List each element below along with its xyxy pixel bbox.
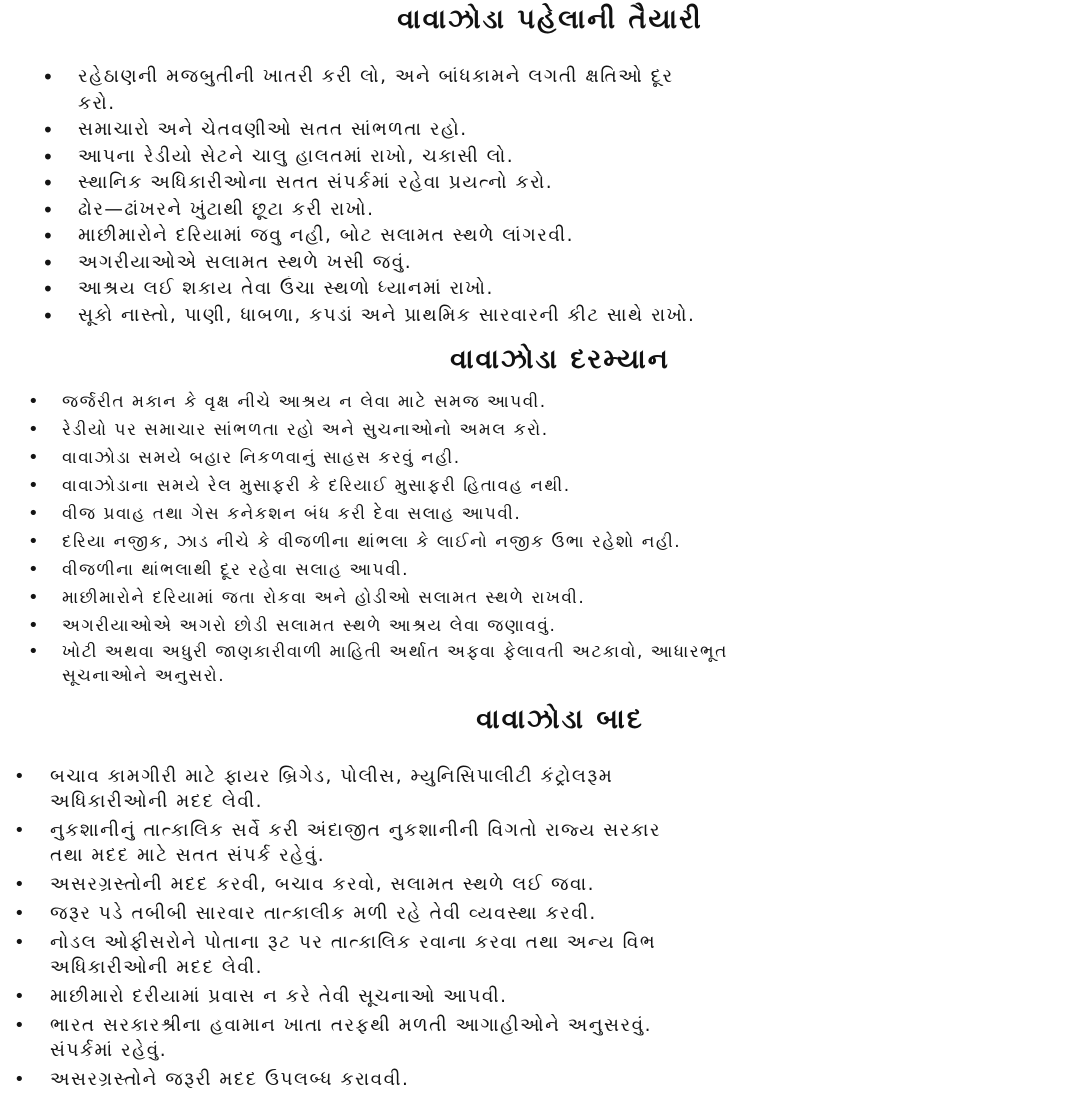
bullet-icon: • <box>28 419 41 440</box>
bullet-icon: • <box>28 447 41 468</box>
after-item-text: માછીમારો દરીયામાં પ્રવાસ ન કરે તેવી સૂચનાઓ આપવી. <box>50 986 508 1007</box>
bullet-icon: • <box>28 641 41 662</box>
after-item-text: અસરગ્રસ્તોને જરૂરી મદદ ઉપલબ્ધ કરાવવી. <box>50 1069 410 1090</box>
before-list-item <box>0 117 1080 144</box>
bullet-icon: • <box>14 986 27 1007</box>
during-list <box>0 388 1080 688</box>
during-item-text: રેડીયો પર સમાચાર સાંભળતા રહો અને સુચનાઓનો અમલ કરો. <box>62 420 549 440</box>
bullet-icon: • <box>14 766 27 787</box>
before-item-text: માછીમારોને દરિયામાં જવુ નહી, બોટ સલામત સ્થળે લાંગરવી. <box>78 225 575 246</box>
during-list-item <box>0 500 1080 528</box>
during-list-item <box>0 612 1080 640</box>
during-list-item <box>0 472 1080 500</box>
bullet-icon: • <box>42 224 56 248</box>
during-item-text: ખોટી અથવા અધુરી જાણકારીવાળી માહિતી અર્થાત અફવા ફેલાવતી અટકાવો, આધારભૂત <box>62 642 728 662</box>
before-item-text: સ્થાનિક અધિકારીઓના સતત સંપર્કમાં રહેવા પ્રયત્નો કરો. <box>78 172 554 193</box>
after-item-text: અધિકારીઓની મદદ લેવી. <box>50 791 264 812</box>
after-item-text: તથા મદદ માટે સતત સંપર્ક રહેવું. <box>50 845 326 866</box>
during-list-item <box>0 416 1080 444</box>
after-list-item <box>0 872 1080 897</box>
section-after-cyclone <box>0 704 1080 1096</box>
bullet-icon: • <box>42 171 56 195</box>
during-list-item <box>0 640 1080 688</box>
before-item-text: આપના રેડીયો સેટને ચાલુ હાલતમાં રાખો, ચકાસી લો. <box>78 145 515 167</box>
bullet-icon: • <box>28 531 41 552</box>
during-item-text: દરિયા નજીક, ઝાડ નીચે કે વીજળીના થાંભલા કે લાઈનો નજીક ઉભા રહેશો નહી. <box>62 532 682 552</box>
after-list-item <box>0 818 1080 868</box>
bullet-icon: • <box>42 303 56 328</box>
bullet-icon: • <box>28 391 41 412</box>
before-list <box>0 64 1080 329</box>
section-before-cyclone <box>0 4 1080 329</box>
section-during-cyclone <box>0 344 1080 688</box>
before-list-item <box>0 144 1080 171</box>
after-list-item <box>0 1013 1080 1063</box>
after-item-text: નુકશાનીનું તાત્કાલિક સર્વે કરી અંદાજીત નુકશાનીની વિગતો રાજ્ય સરકાર <box>50 820 661 841</box>
during-item-text: માછીમારોને દરિયામાં જતા રોકવા અને હોડીઓ સલામત સ્થળે રાખવી. <box>62 588 586 608</box>
bullet-icon: • <box>42 65 56 89</box>
during-item-text: વીજ પ્રવાહ તથા ગેસ કનેકશન બંધ કરી દેવા સલાહ આપવી. <box>62 504 522 524</box>
section-heading-before: વાવાઝોડા પહેલાની તૈયારી <box>397 4 703 35</box>
bullet-icon: • <box>14 903 27 924</box>
bullet-icon: • <box>42 197 56 222</box>
during-item-text: વીજળીના થાંભલાથી દૂર રહેવા સલાહ આપવી. <box>62 560 410 580</box>
bullet-icon: • <box>28 615 41 636</box>
during-item-text: વાવાઝોડા સમયે બહાર નિકળવાનું સાહસ કરવું નહી. <box>62 448 461 468</box>
before-list-item <box>0 64 1080 117</box>
after-item-text: નોડલ ઓફીસરોને પોતાના રૂટ પર તાત્કાલિક રવાના કરવા તથા અન્ય વિભ <box>50 932 657 953</box>
after-list-item <box>0 984 1080 1009</box>
before-list-item <box>0 197 1080 224</box>
during-list-item <box>0 444 1080 472</box>
before-list-item <box>0 303 1080 330</box>
section-heading-during: વાવાઝોડા દરમ્યાન <box>450 344 670 375</box>
bullet-icon: • <box>14 932 27 953</box>
before-list-item <box>0 223 1080 250</box>
during-item-text: સૂચનાઓને અનુસરો. <box>62 666 226 686</box>
bullet-icon: • <box>14 820 27 841</box>
bullet-icon: • <box>28 503 41 524</box>
after-item-text: સંપર્કમાં રહેવું. <box>50 1040 168 1061</box>
during-list-item <box>0 584 1080 612</box>
during-item-text: વાવાઝોડાના સમયે રેલ મુસાફરી કે દરિયાઈ મુસાફરી હિતાવહ નથી. <box>62 476 571 496</box>
bullet-icon: • <box>42 277 56 301</box>
after-list-item <box>0 930 1080 980</box>
during-list-item <box>0 388 1080 416</box>
bullet-icon: • <box>42 118 56 142</box>
bullet-icon: • <box>28 587 41 608</box>
after-list-item <box>0 764 1080 814</box>
after-item-text: અસરગ્રસ્તોની મદદ કરવી, બચાવ કરવો, સલામત સ્થળે લઈ જવા. <box>50 874 595 895</box>
after-list <box>0 764 1080 1092</box>
after-item-text: ભારત સરકારશ્રીના હવામાન ખાતા તરફથી મળતી આગાહીઓને અનુસરવું. <box>50 1015 652 1036</box>
during-item-text: જર્જરીત મકાન કે વૃક્ષ નીચે આશ્રય ન લેવા માટે સમજ આપવી. <box>62 392 547 412</box>
before-item-text: આશ્રય લઈ શકાય તેવા ઉંચા સ્થળો ધ્યાનમાં રાખો. <box>78 278 494 299</box>
before-list-item <box>0 170 1080 197</box>
before-item-text: સમાચારો અને ચેતવણીઓ સતત સાંભળતા રહો. <box>78 119 468 140</box>
before-list-item <box>0 250 1080 277</box>
bullet-icon: • <box>14 1069 27 1090</box>
bullet-icon: • <box>14 1015 27 1036</box>
during-item-text: અગરીયાઓએ અગરો છોડી સલામત સ્થળે આશ્રય લેવા જણાવવું. <box>62 616 557 636</box>
bullet-icon: • <box>42 144 56 169</box>
bullet-icon: • <box>14 874 27 895</box>
during-list-item <box>0 556 1080 584</box>
after-item-text: બચાવ કામગીરી માટે ફાયર બ્રિગેડ, પોલીસ, મ્યુનિસિપાલીટી કંટ્રોલરૂમ <box>50 766 614 787</box>
before-item-text: રહેઠાણની મજબુતીની ખાતરી કરી લો, અને બાંધકામને લગતી ક્ષતિઓ દૂર <box>78 66 674 87</box>
before-list-item <box>0 276 1080 303</box>
section-heading-after: વાવાઝોડા બાદ <box>476 704 644 735</box>
bullet-icon: • <box>28 475 41 496</box>
before-item-text: સૂકો નાસ્તો, પાણી, ધાબળા, કપડાં અને પ્રાથમિક સારવારની કીટ સાથે રાખો. <box>78 304 696 326</box>
bullet-icon: • <box>28 559 41 580</box>
before-item-text: ઢોર—ઢાંખરને ખુંટાથી છૂટા કરી રાખો. <box>78 198 375 220</box>
before-item-text: કરો. <box>78 92 116 114</box>
bullet-icon: • <box>42 250 56 275</box>
after-list-item <box>0 901 1080 926</box>
during-list-item <box>0 528 1080 556</box>
after-item-text: જરૂર પડે તબીબી સારવાર તાત્કાલીક મળી રહે તેવી વ્યવસ્થા કરવી. <box>50 903 597 924</box>
before-item-text: અગરીયાઓએ સલામત સ્થળે ખસી જવું. <box>78 251 413 273</box>
after-item-text: અધિકારીઓની મદદ લેવી. <box>50 957 264 978</box>
